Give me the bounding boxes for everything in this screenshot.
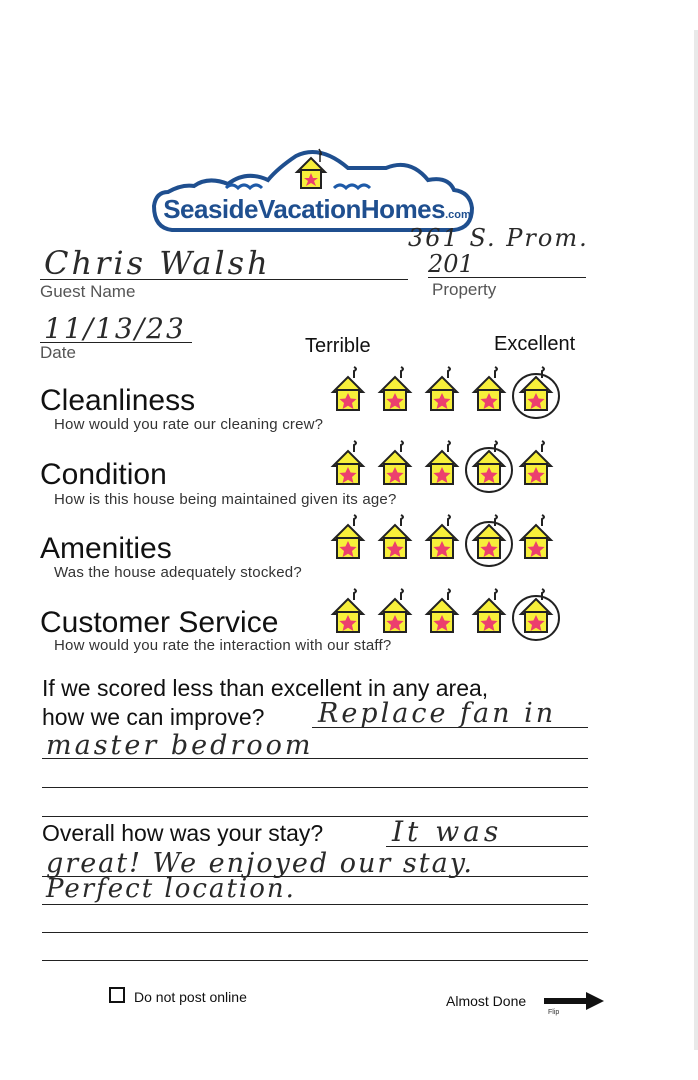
improve-answer-line2: master bedroom	[46, 730, 314, 761]
rating-subtitle: How is this house being maintained given its age?	[54, 491, 397, 508]
house-star-icon	[333, 441, 363, 484]
answer-line	[42, 758, 588, 759]
house-star-icon	[333, 589, 363, 632]
do-not-post-label: Do not post online	[134, 989, 247, 1005]
house-star-icon	[521, 515, 551, 558]
rating-subtitle: Was the house adequately stocked?	[54, 564, 302, 581]
answer-line	[42, 932, 588, 933]
house-star-icon	[427, 589, 457, 632]
answer-line	[386, 846, 588, 847]
house-star-icon	[380, 515, 410, 558]
answer-line	[42, 787, 588, 788]
overall-answer-line3: Perfect location.	[46, 874, 296, 904]
rating-title: Cleanliness	[40, 384, 196, 417]
rating-houses	[326, 584, 566, 644]
overall-answer-line1: It was	[392, 815, 503, 848]
brand-name: SeasideVacationHomes	[163, 194, 446, 224]
rating-subtitle: How would you rate our cleaning crew?	[54, 416, 324, 433]
rating-subtitle: How would you rate the interaction with our staff?	[54, 637, 392, 654]
scale-low-label: Terrible	[305, 335, 371, 357]
date-value: 11/13/23	[44, 312, 186, 345]
rating-title: Customer Service	[40, 606, 279, 639]
page-edge-shadow	[694, 30, 698, 1050]
answer-line	[42, 960, 588, 961]
guest-name-value: Chris Walsh	[44, 244, 271, 282]
house-star-icon	[474, 367, 504, 410]
overall-answer-line2: great! We enjoyed our stay.	[46, 848, 474, 879]
property-label: Property	[432, 280, 497, 299]
house-star-icon	[427, 367, 457, 410]
improve-question-line1: If we scored less than excellent in any area,	[42, 675, 489, 701]
house-star-icon	[474, 589, 504, 632]
answer-line	[42, 816, 588, 817]
house-star-icon	[427, 515, 457, 558]
property-value-line1: 361 S. Prom.	[408, 224, 589, 252]
house-star-icon	[380, 589, 410, 632]
date-label: Date	[40, 343, 76, 362]
house-star-icon	[380, 367, 410, 410]
house-star-icon	[333, 367, 363, 410]
do-not-post-checkbox[interactable]	[109, 987, 125, 1003]
answer-line	[42, 904, 588, 905]
almost-done-label: Almost Done	[446, 993, 527, 1009]
property-value-line2: 201	[428, 250, 474, 278]
brand-suffix: .com	[445, 209, 471, 221]
answer-line	[312, 727, 588, 728]
guest-name-line	[40, 279, 408, 280]
house-star-icon	[521, 441, 551, 484]
rating-houses	[326, 510, 566, 570]
house-star-icon	[427, 441, 457, 484]
flip-label: Flip	[548, 1009, 560, 1016]
rating-houses	[326, 362, 566, 422]
property-line	[428, 277, 586, 278]
guest-name-label: Guest Name	[40, 282, 136, 301]
rating-title: Amenities	[40, 532, 172, 565]
rating-title: Condition	[40, 458, 167, 491]
house-star-icon	[380, 441, 410, 484]
overall-question: Overall how was your stay?	[42, 820, 324, 846]
improve-answer-line1: Replace fan in	[318, 698, 557, 729]
house-star-icon	[333, 515, 363, 558]
scale-high-label: Excellent	[494, 333, 576, 355]
improve-question-line2: how we can improve?	[42, 704, 265, 730]
rating-houses	[326, 436, 566, 496]
